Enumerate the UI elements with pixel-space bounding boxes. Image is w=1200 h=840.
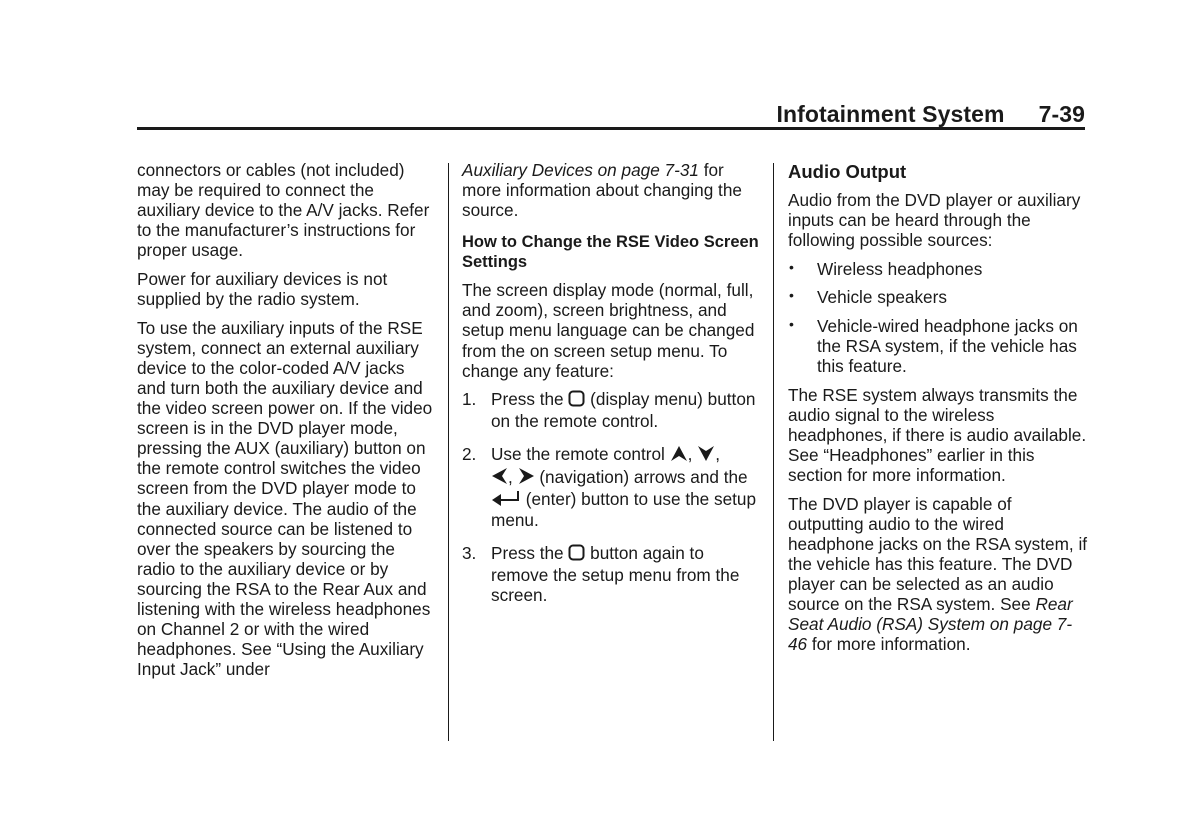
column-1: [137, 160, 437, 688]
section-title: Infotainment System: [776, 101, 1005, 127]
list-item: [788, 316, 1088, 376]
step-text: button again to remove the setup menu from the screen.: [491, 542, 740, 605]
left-arrow-icon: [491, 467, 508, 489]
paragraph: Audio from the DVD player or auxiliary inputs can be heard through the following possible sources:: [788, 190, 1081, 251]
step-text: (display menu) button on the remote control.: [491, 389, 756, 432]
paragraph: The screen display mode (normal, full, and zoom), screen brightness, and setup menu language can be changed from the on screen setup menu. To change any feature:: [462, 280, 755, 381]
cross-reference: Rear Seat Audio (RSA) System on page 7-46: [788, 594, 1073, 655]
list-item: [462, 389, 762, 431]
paragraph: connectors or cables (not included) may be required to connect the auxiliary device to the A/V jacks. Refer to the manufacturer’s instructions for proper usage.: [137, 160, 430, 261]
subheading: How to Change the RSE Video Screen Settings: [462, 233, 759, 272]
display-menu-icon: [568, 390, 585, 411]
steps-list: [462, 389, 762, 605]
paragraph: The RSE system always transmits the audio signal to the wireless headphones, if there is audio available. See “Headphones” earlier in this section for more information.: [788, 384, 1087, 486]
list-item: [788, 287, 1088, 307]
section-heading: Audio Output: [788, 161, 907, 182]
paragraph: [788, 494, 1088, 655]
step-text: Use the remote control: [491, 444, 670, 465]
step-number: 1.: [462, 389, 477, 410]
separator: ,: [508, 466, 518, 487]
bullet-text: Vehicle-wired headphone jacks on the RSA system, if the vehicle has this feature.: [817, 316, 1078, 377]
paragraph: To use the auxiliary inputs of the RSE system, connect an external auxiliary device to the color-coded A/V jacks and turn both the auxiliary device and the video screen power on. If the video screen is in the DVD player mode, pressing the AUX (auxiliary) button on the remote control switches the video screen from the DVD player mode to the auxiliary device. The audio of the connected source can be listened to over the speakers by sourcing the radio to the auxiliary device or by sourcing the RSA to the Rear Aux and listening with the wireless headphones on Channel 2 or with the wired headphones. See “Using the Auxiliary Input Jack” under: [137, 317, 433, 680]
cross-reference: Auxiliary Devices on page 7-31: [462, 160, 699, 180]
list-item: [462, 543, 762, 605]
list-item: [462, 444, 762, 529]
enter-icon: [491, 490, 521, 510]
paragraph-text: for more information about changing the source.: [462, 160, 742, 221]
display-menu-icon: [568, 544, 585, 565]
paragraph-text: The DVD player is capable of outputting audio to the wired headphone jacks on the RSA system, if the vehicle has this feature. The DVD player can be selected as an audio source on the RSA system. See: [788, 493, 1088, 615]
paragraph-text: for more information.: [807, 634, 971, 655]
down-arrow-icon: [697, 445, 715, 466]
step-number: 3.: [462, 542, 477, 563]
header-rule: [137, 127, 1085, 130]
bullet-icon: •: [789, 287, 794, 304]
right-arrow-icon: [518, 467, 535, 489]
paragraph: Power for auxiliary devices is not supplied by the radio system.: [137, 268, 388, 310]
separator: ,: [687, 444, 698, 465]
column-divider: [448, 163, 449, 741]
list-item: [788, 259, 1088, 279]
column-3: [788, 160, 1088, 663]
page-header: [776, 101, 1085, 128]
step-text: Press the: [491, 542, 569, 563]
column-divider: [773, 163, 774, 741]
column-2: [462, 160, 762, 618]
up-arrow-icon: [670, 445, 688, 466]
bullet-icon: •: [789, 316, 794, 333]
page-number: 7-39: [1038, 101, 1085, 127]
bullet-list: [788, 259, 1088, 376]
bullet-text: Wireless headphones: [817, 258, 983, 279]
step-text: Press the: [491, 389, 569, 410]
bullet-text: Vehicle speakers: [817, 287, 947, 308]
step-text: (navigation) arrows and the: [534, 466, 748, 487]
separator: ,: [715, 444, 720, 465]
step-number: 2.: [462, 444, 477, 465]
step-text: (enter) button to use the setup menu.: [491, 488, 757, 530]
paragraph: [462, 160, 762, 220]
bullet-icon: •: [789, 258, 794, 275]
